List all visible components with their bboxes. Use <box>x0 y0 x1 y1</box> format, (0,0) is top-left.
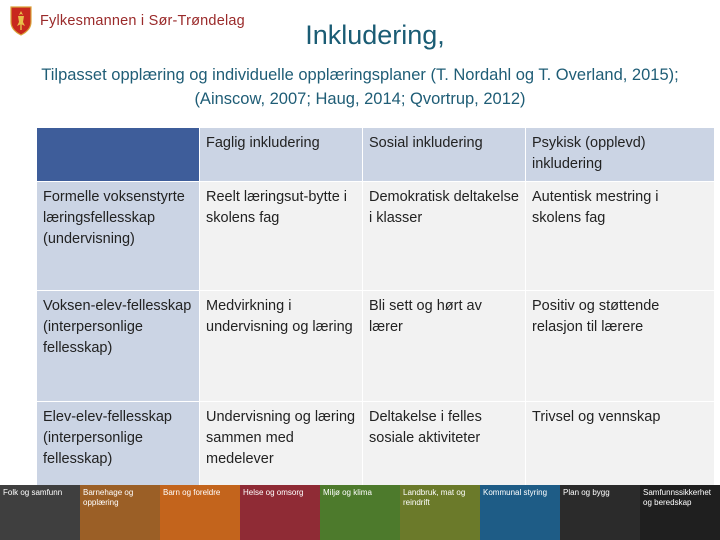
row-header: Formelle voksenstyrte læringsfellesskap (undervisning) <box>37 182 200 291</box>
footer-item-barnehage-og-opplaering[interactable]: Barnehage og opplæring <box>80 485 160 540</box>
table-row <box>37 402 715 489</box>
row-header: Voksen-elev-fellesskap (interpersonlige fellesskap) <box>37 291 200 402</box>
table-cell: Medvirkning i undervisning og læring <box>200 291 363 402</box>
column-header-psykisk: Psykisk (opplevd) inkludering <box>526 128 715 182</box>
table-corner-cell <box>37 128 200 182</box>
table-cell: Trivsel og vennskap <box>526 402 715 489</box>
footer-item-kommunal-styring[interactable]: Kommunal styring <box>480 485 560 540</box>
footer-item-miljo-og-klima[interactable]: Miljø og klima <box>320 485 400 540</box>
table-cell: Bli sett og hørt av lærer <box>363 291 526 402</box>
page-title: Inkludering, <box>305 20 445 50</box>
footer-nav <box>0 485 720 540</box>
table-header-row <box>37 128 715 182</box>
table-cell: Autentisk mestring i skolens fag <box>526 182 715 291</box>
page-subtitle: Tilpasset opplæring og individuelle opplæringsplaner (T. Nordahl og T. Overland, 2015); (Ainscow, 2007; Haug, 2014; Qvortrup, 2012) <box>41 66 679 108</box>
table-row <box>37 182 715 291</box>
column-header-sosial: Sosial inkludering <box>363 128 526 182</box>
table-row <box>37 291 715 402</box>
footer-item-folk-og-samfunn[interactable]: Folk og samfunn <box>0 485 80 540</box>
footer-item-plan-og-bygg[interactable]: Plan og bygg <box>560 485 640 540</box>
table-cell: Reelt læringsut-bytte i skolens fag <box>200 182 363 291</box>
inclusion-table <box>36 127 715 489</box>
organization-name: Fylkesmannen i Sør-Trøndelag <box>40 13 245 29</box>
row-header: Elev-elev-fellesskap (interpersonlige fellesskap) <box>37 402 200 489</box>
table-cell: Deltakelse i felles sosiale aktiviteter <box>363 402 526 489</box>
footer-item-samfunnssikkerhet-og-beredskap[interactable]: Samfunnssikkerhet og beredskap <box>640 485 720 540</box>
footer-item-barn-og-foreldre[interactable]: Barn og foreldre <box>160 485 240 540</box>
table-cell: Demokratisk deltakelse i klasser <box>363 182 526 291</box>
table-cell: Undervisning og læring sammen med medelever <box>200 402 363 489</box>
table-cell: Positiv og støttende relasjon til lærere <box>526 291 715 402</box>
footer-item-helse-og-omsorg[interactable]: Helse og omsorg <box>240 485 320 540</box>
column-header-faglig: Faglig inkludering <box>200 128 363 182</box>
footer-item-landbruk-mat-og-reindrift[interactable]: Landbruk, mat og reindrift <box>400 485 480 540</box>
